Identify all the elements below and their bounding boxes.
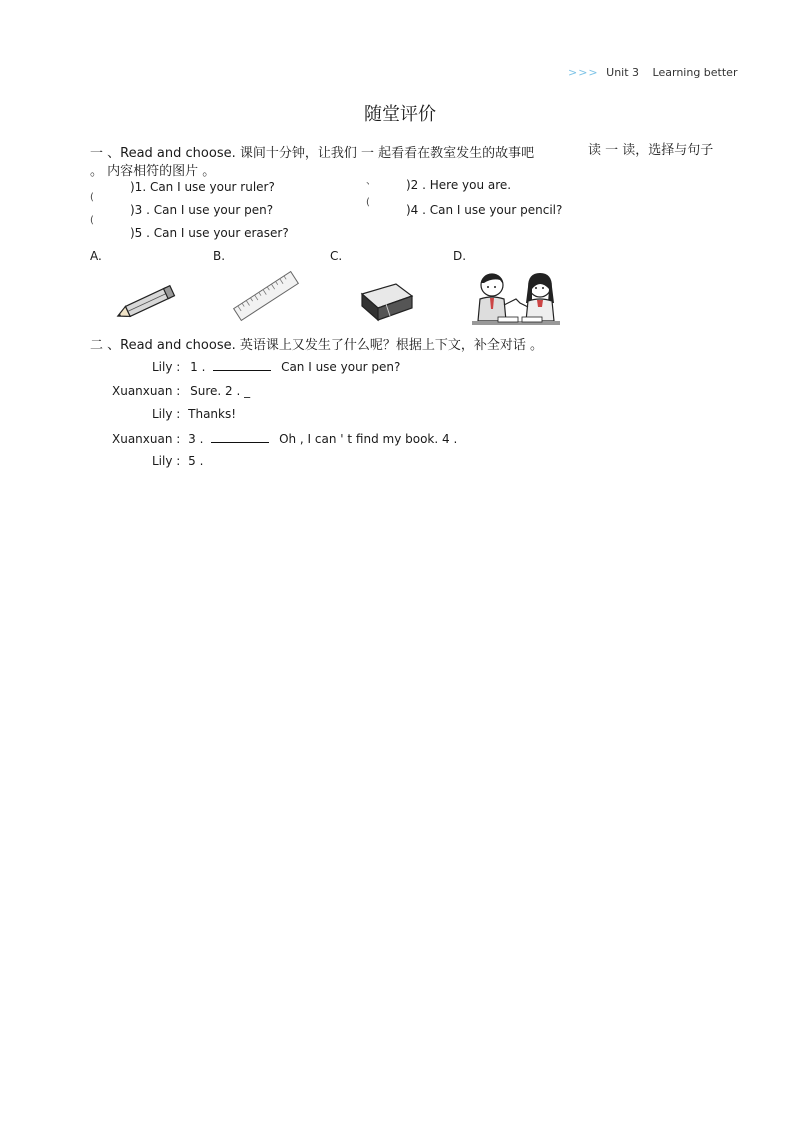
option-a-label: A.	[90, 249, 102, 263]
dialogue-line-5	[152, 454, 203, 468]
dialogue-text: Thanks!	[188, 407, 237, 421]
dialogue-text: 5 .	[188, 454, 204, 468]
speaker-lily: Lily :	[152, 454, 181, 468]
page-header	[568, 66, 737, 79]
children-sharing-image	[470, 269, 562, 331]
header-lesson: Learning better	[652, 66, 738, 79]
paren-mark: (	[90, 192, 94, 203]
question-5: )5 . Can I use your eraser?	[130, 226, 289, 240]
option-c-label: C.	[330, 249, 343, 263]
question-1: )1. Can I use your ruler?	[130, 180, 275, 194]
question-3: )3 . Can I use your pen?	[130, 203, 274, 217]
section1-heading-line2: 。 内容相符的图片 。	[90, 164, 216, 179]
dialogue-text: 3 .	[188, 432, 204, 446]
option-b-label: B.	[213, 249, 226, 263]
question-2: )2 . Here you are.	[406, 178, 512, 192]
section1-heading: 一 、Read and choose. 课间十分钟，让我们 一 起看看在教室发生的故事吧	[90, 146, 535, 161]
answer-blank-1[interactable]	[213, 358, 271, 371]
dialogue-text: Oh , I can ' t find my book. 4 .	[279, 432, 458, 446]
question-4: )4 . Can I use your pencil?	[406, 203, 563, 217]
ruler-image	[230, 268, 302, 324]
paren-mark: (	[90, 215, 94, 226]
dialogue-line-3	[152, 407, 236, 421]
dialogue-text: 1 .	[190, 360, 206, 374]
speaker-xuanxuan: Xuanxuan :	[112, 384, 181, 398]
dialogue-line-4	[112, 430, 457, 446]
speaker-lily: Lily :	[152, 407, 181, 421]
header-arrows: >>>	[568, 66, 599, 79]
header-unit: Unit 3	[606, 66, 640, 79]
pencil-image	[112, 283, 182, 323]
page-title: 随堂评价	[364, 104, 436, 125]
answer-blank-3[interactable]	[211, 430, 269, 443]
dialogue-line-1	[152, 358, 400, 374]
speaker-xuanxuan: Xuanxuan :	[112, 432, 181, 446]
paren-mark: (	[366, 197, 370, 208]
speaker-lily: Lily :	[152, 360, 181, 374]
dialogue-text: Sure. 2 . _	[190, 384, 251, 398]
dialogue-line-2	[112, 384, 250, 398]
section2-heading: 二 、Read and choose. 英语课上又发生了什么呢？根据上下文，补全对话 。	[90, 338, 543, 353]
dialogue-text: Can I use your pen?	[281, 360, 401, 374]
eraser-image	[356, 276, 416, 324]
section1-side-note: 读 一 读，选择与句子	[588, 143, 714, 158]
option-d-label: D.	[453, 249, 467, 263]
paren-mark: 、	[366, 176, 376, 187]
